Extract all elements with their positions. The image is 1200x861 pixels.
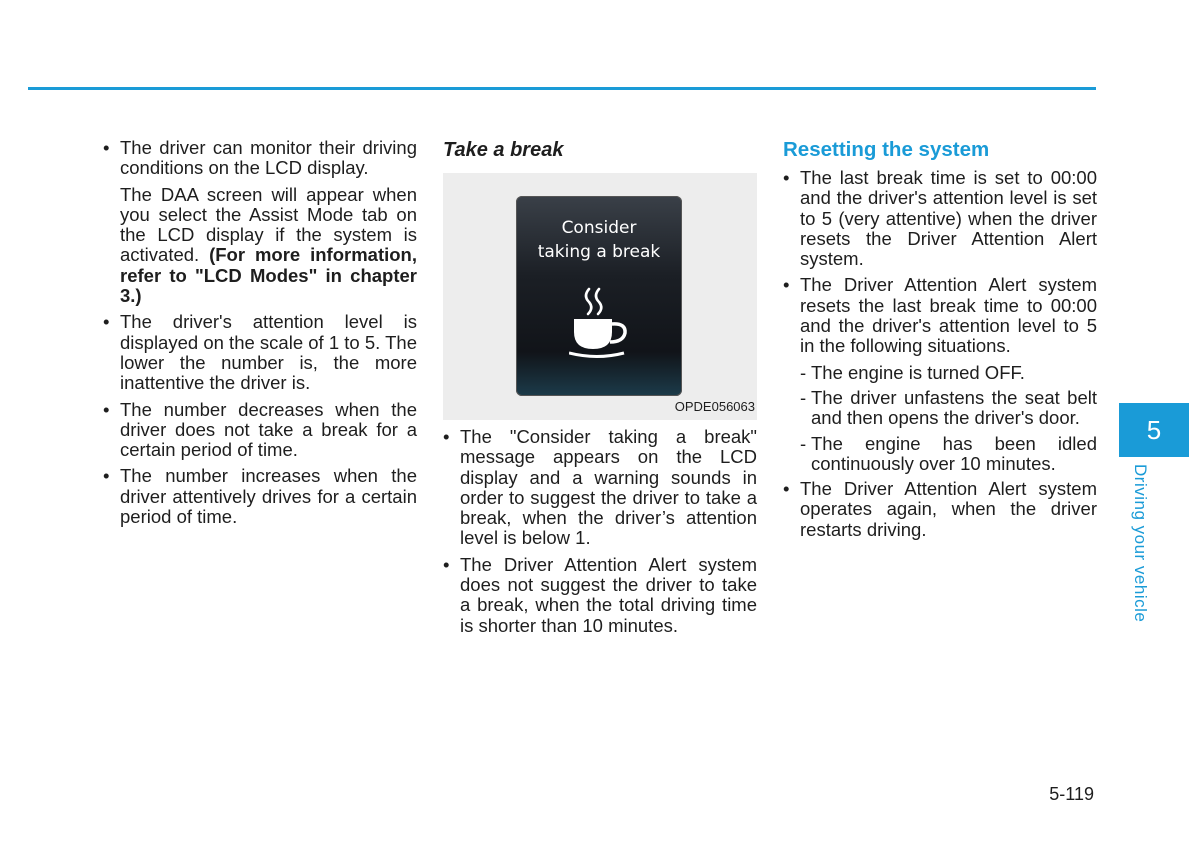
cross-reference: (For more information, refer to "LCD Modes" in chapter 3.)	[120, 244, 417, 307]
list-item: • The number increases when the driver attentively drives for a certain period of time.	[103, 466, 417, 527]
dash-item-text: The driver unfastens the seat belt and then opens the driver's door.	[811, 386, 1097, 429]
column-middle	[443, 138, 757, 642]
page-number: 5-119	[1049, 784, 1094, 804]
lcd-message	[516, 216, 682, 264]
list-item: • The last break time is set to 00:00 and the driver's attention level is set to 5 (very attentive) when the driver resets the Driver Attention Alert system.	[783, 168, 1097, 269]
dash-item-text: The engine is turned OFF.	[811, 361, 1025, 383]
list-item: • The Driver Attention Alert system operates again, when the driver restarts driving.	[783, 479, 1097, 540]
lcd-message-line-2: taking a break	[537, 242, 661, 262]
heading-resetting-the-system: Resetting the system	[783, 138, 990, 161]
list-item: • The Driver Attention Alert system does not suggest the driver to take a break, when the total driving time is shorter than 10 minutes.	[443, 555, 757, 636]
paragraph-text: The DAA screen will appear when you select the Assist Mode tab on the LCD display if the system is activated.	[120, 183, 417, 266]
dash-item: - The engine has been idled continuously over 10 minutes.	[800, 432, 1097, 474]
lcd-screen	[516, 196, 682, 396]
subheading-take-a-break: Take a break	[443, 139, 564, 161]
paragraph-daa-screen	[103, 185, 417, 307]
coffee-cup-icon	[569, 287, 629, 359]
column-left	[103, 138, 417, 533]
list-item: • The number decreases when the driver does not take a break for a certain period of time.	[103, 400, 417, 461]
dash-item: - The driver unfastens the seat belt and then opens the driver's door.	[800, 386, 1097, 429]
list-item: • The driver's attention level is displayed on the scale of 1 to 5. The lower the number is, the more inattentive the driver is.	[103, 312, 417, 393]
list-item: • The driver can monitor their driving conditions on the LCD display.	[103, 138, 417, 179]
header-rule	[28, 87, 1096, 90]
dash-item: - The engine is turned OFF.	[800, 361, 1025, 383]
column-right	[783, 138, 1097, 546]
lcd-figure	[443, 173, 757, 420]
list-item: • The Driver Attention Alert system resets the last break time to 00:00 and the driver's attention level to 5 in the following situations.	[783, 275, 1097, 356]
list-item: • The "Consider taking a break" message appears on the LCD display and a warning sounds in order to suggest the driver to take a break, when the driver’s attention level is below 1.	[443, 427, 757, 549]
chapter-label: Driving your vehicle	[1131, 464, 1150, 623]
lcd-message-line-1: Consider	[561, 218, 637, 238]
figure-code: OPDE056063	[674, 398, 755, 414]
dash-item-text: The engine has been idled continuously over 10 minutes.	[811, 432, 1097, 474]
chapter-tab: 5	[1119, 403, 1189, 457]
